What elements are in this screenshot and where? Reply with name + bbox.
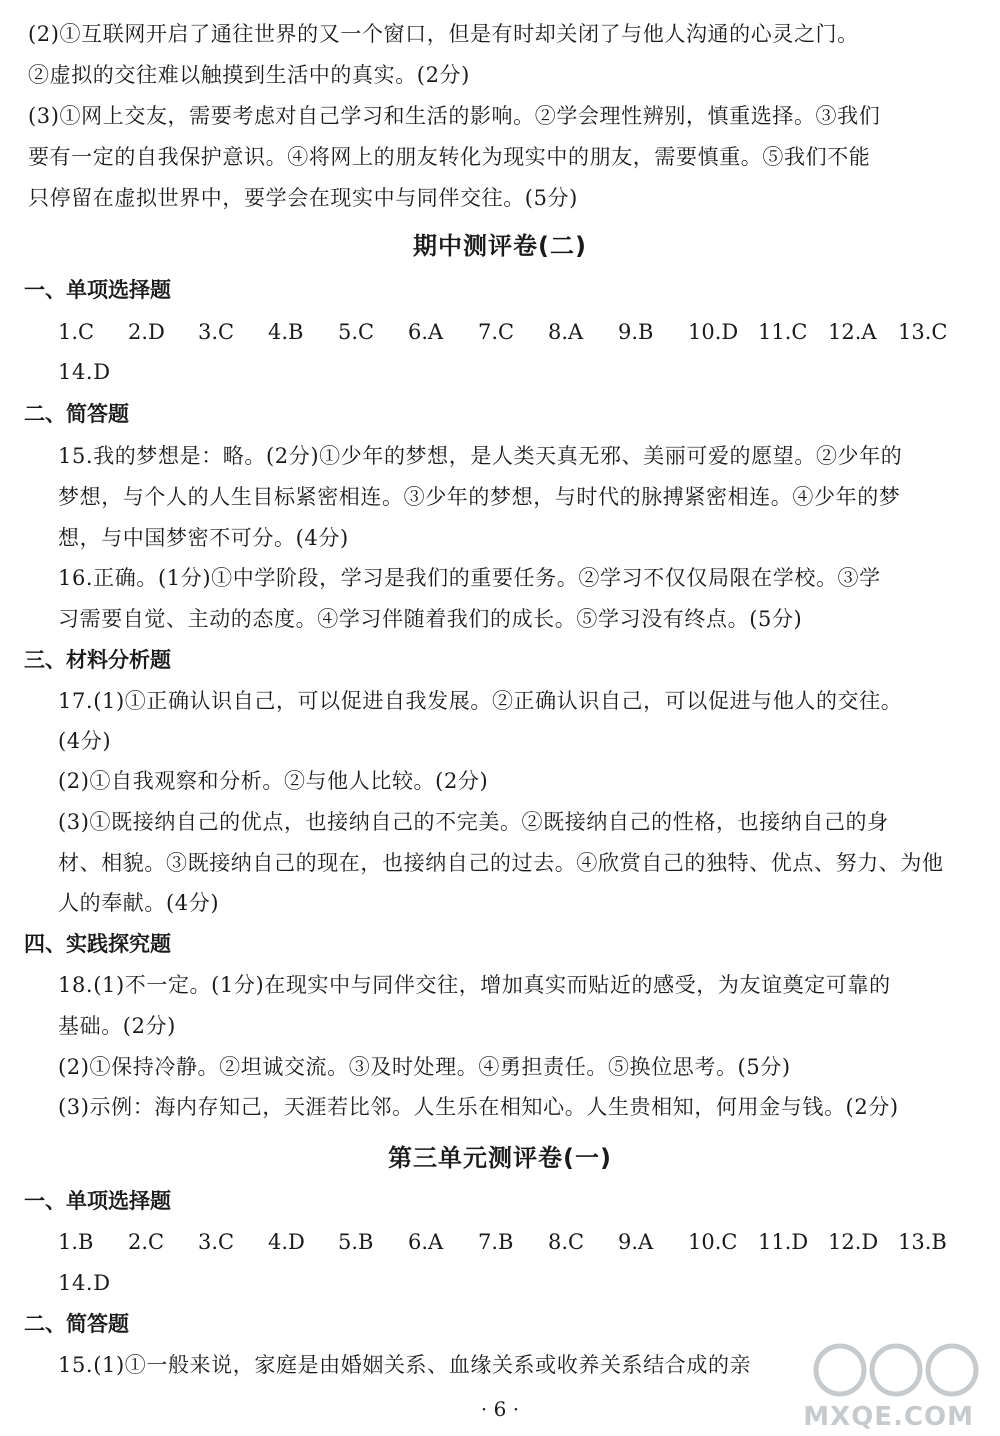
answer-item: 11.D <box>758 1230 809 1254</box>
exam-title: 第三单元测评卷(一) <box>388 1144 612 1172</box>
text-line: (2)①自我观察和分析。②与他人比较。(2分) <box>58 769 489 793</box>
text-line: 15.我的梦想是：略。(2分)①少年的梦想，是人类天真无邪、美丽可爱的愿望。②少年的 <box>58 444 903 468</box>
answer-item: 6.A <box>408 1230 444 1254</box>
answer-item: 8.A <box>548 320 584 344</box>
answer-item: 13.B <box>898 1230 947 1254</box>
text-line: 17.(1)①正确认识自己，可以促进自我发展。②正确认识自己，可以促进与他人的交往。 <box>58 689 903 713</box>
answer-key-row <box>58 312 978 352</box>
text-line: 想，与中国梦密不可分。(4分) <box>58 526 349 550</box>
answer-item: 1.C <box>58 320 95 344</box>
answer-item: 3.C <box>198 1230 235 1254</box>
text-line: (4分) <box>58 729 112 753</box>
answer-item: 9.B <box>618 320 654 344</box>
section-heading: 一、单项选择题 <box>24 1189 171 1213</box>
watermark-text: MXQE.COM <box>803 1402 974 1432</box>
section-heading: 二、简答题 <box>24 402 129 426</box>
text-line: ②虚拟的交往难以触摸到生活中的真实。(2分) <box>28 63 470 87</box>
text-line: 人的奉献。(4分) <box>58 891 220 915</box>
answer-item: 9.A <box>618 1230 654 1254</box>
text-line: 18.(1)不一定。(1分)在现实中与同伴交往，增加真实而贴近的感受，为友谊奠定可靠的 <box>58 973 891 997</box>
text-line: 基础。(2分) <box>58 1014 176 1038</box>
text-line: (3)示例：海内存知己，天涯若比邻。人生乐在相知心。人生贵相知，何用金与钱。(2分) <box>58 1095 899 1119</box>
text-line: 材、相貌。③既接纳自己的现在，也接纳自己的过去。④欣赏自己的独特、优点、努力、为他 <box>58 851 944 875</box>
section-heading: 四、实践探究题 <box>24 932 171 956</box>
text-line: 15.(1)①一般来说，家庭是由婚姻关系、血缘关系或收养关系结合成的亲 <box>58 1353 752 1377</box>
section-heading: 三、材料分析题 <box>24 648 171 672</box>
answer-item: 12.A <box>828 320 877 344</box>
answer-item: 2.C <box>128 1230 165 1254</box>
text-line: (2)①保持冷静。②坦诚交流。③及时处理。④勇担责任。⑤换位思考。(5分) <box>58 1055 791 1079</box>
section-heading: 一、单项选择题 <box>24 278 171 302</box>
text-line: (3)①网上交友，需要考虑对自己学习和生活的影响。②学会理性辨别，慎重选择。③我们 <box>28 104 881 128</box>
text-line: 要有一定的自我保护意识。④将网上的朋友转化为现实中的朋友，需要慎重。⑤我们不能 <box>28 145 871 169</box>
answer-item: 13.C <box>898 320 948 344</box>
answer-item: 7.B <box>478 1230 514 1254</box>
answer-item: 3.C <box>198 320 235 344</box>
section-heading: 二、简答题 <box>24 1312 129 1336</box>
answer-item: 14.D <box>58 360 111 384</box>
answer-item: 5.B <box>338 1230 374 1254</box>
answer-item: 5.C <box>338 320 375 344</box>
answer-item: 12.D <box>828 1230 879 1254</box>
exam-title: 期中测评卷(二) <box>413 232 587 260</box>
answer-item: 7.C <box>478 320 515 344</box>
answer-item: 11.C <box>758 320 808 344</box>
answer-item: 4.B <box>268 320 304 344</box>
text-line: 梦想，与个人的人生目标紧密相连。③少年的梦想，与时代的脉搏紧密相连。④少年的梦 <box>58 485 901 509</box>
answer-item: 14.D <box>58 1271 111 1295</box>
answer-item: 8.C <box>548 1230 585 1254</box>
answer-item: 2.D <box>128 320 165 344</box>
answer-key-row <box>58 1222 978 1262</box>
answer-item: 1.B <box>58 1230 94 1254</box>
answer-item: 10.C <box>688 1230 738 1254</box>
answer-item: 4.D <box>268 1230 305 1254</box>
answer-item: 6.A <box>408 320 444 344</box>
text-line: (2)①互联网开启了通往世界的又一个窗口，但是有时却关闭了与他人沟通的心灵之门。 <box>28 22 859 46</box>
answer-item: 10.D <box>688 320 739 344</box>
text-line: 16.正确。(1分)①中学阶段，学习是我们的重要任务。②学习不仅仅局限在学校。③学 <box>58 566 881 590</box>
text-line: (3)①既接纳自己的优点，也接纳自己的不完美。②既接纳自己的性格，也接纳自己的身 <box>58 810 889 834</box>
page-number: · 6 · <box>480 1397 520 1421</box>
text-line: 只停留在虚拟世界中，要学会在现实中与同伴交往。(5分) <box>28 186 578 210</box>
text-line: 习需要自觉、主动的态度。④学习伴随着我们的成长。⑤学习没有终点。(5分) <box>58 607 803 631</box>
